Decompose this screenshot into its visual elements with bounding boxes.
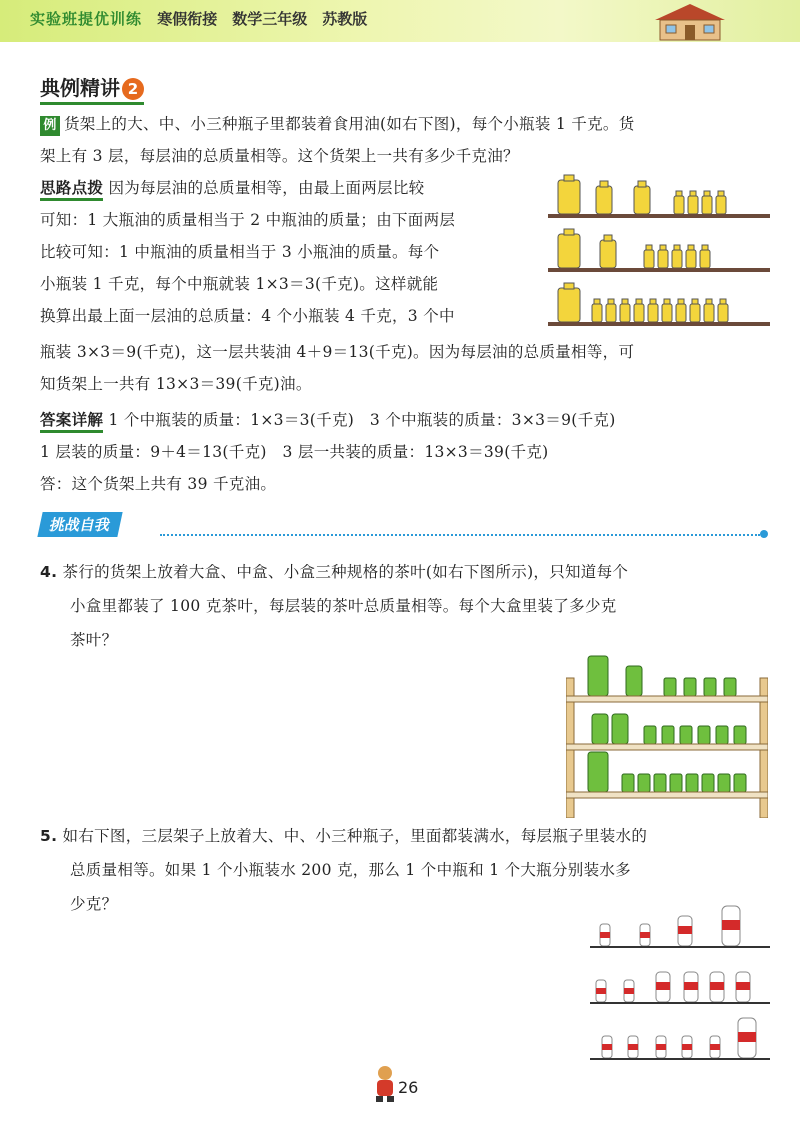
q5-line-1	[40, 820, 647, 852]
page-number: 26	[398, 1078, 419, 1097]
hint-line-6: 瓶装 3×3＝9(千克)，这一层共装油 4＋9＝13(千克)。因为每层油的总质量相等，可	[40, 343, 635, 361]
divider-dot	[760, 530, 768, 538]
mascot-icon	[370, 1064, 400, 1104]
example-text-1: 货架上的大、中、小三种瓶子里都装着食用油(如右下图)，每个小瓶装 1 千克。货	[64, 115, 635, 133]
q4-line-1	[40, 556, 628, 588]
answer-line-2: 1 层装的质量：9＋4＝13(千克) 3 层一共装的质量：13×3＝39(千克)	[40, 443, 549, 461]
section-title-text: 典例精讲	[40, 76, 120, 100]
hint-text-1: 因为每层油的总质量相等，由最上面两层比较	[108, 179, 425, 197]
example-line-1	[40, 108, 635, 140]
section-number-badge: 2	[122, 78, 144, 100]
q4-line-3: 茶叶？	[70, 631, 118, 649]
series-title: 实验班提优训练	[30, 10, 143, 28]
answer-line-3: 答：这个货架上共有 39 千克油。	[40, 475, 277, 493]
q4-text-1: 茶行的货架上放着大盒、中盒、小盒三种规格的茶叶(如右下图所示)，只知道每个	[62, 563, 629, 581]
q5-text-1: 如右下图，三层架子上放着大、中、小三种瓶子，里面都装满水，每层瓶子里装水的	[62, 827, 648, 845]
water-bottle-shelf-illustration	[590, 896, 770, 1064]
q5-line-3: 少克？	[70, 895, 118, 913]
q4-number: 4.	[40, 563, 58, 581]
challenge-banner: 挑战自我	[37, 512, 122, 537]
hint-tag: 思路点拨	[40, 178, 103, 201]
challenge-divider	[160, 534, 760, 536]
hint-line-1	[40, 172, 424, 204]
hint-line-3: 比较可知：1 中瓶油的质量相当于 3 小瓶油的质量。每个	[40, 243, 440, 261]
example-line-2: 架上有 3 层，每层油的总质量相等。这个货架上一共有多少千克油？	[40, 147, 519, 165]
hint-line-7: 知货架上一共有 13×3＝39(千克)油。	[40, 375, 312, 393]
answer-text-1: 1 个中瓶装的质量：1×3＝3(千克) 3 个中瓶装的质量：3×3＝9(千克)	[108, 411, 616, 429]
q5-line-2: 总质量相等。如果 1 个小瓶装水 200 克，那么 1 个中瓶和 1 个大瓶分别装水多	[70, 861, 631, 879]
answer-line-1	[40, 404, 616, 436]
hint-line-2: 可知：1 大瓶油的质量相当于 2 中瓶油的质量；由下面两层	[40, 211, 456, 229]
header-subtitle: 寒假衔接 数学三年级 苏教版	[157, 10, 368, 28]
hint-line-5: 换算出最上面一层油的总质量：4 个小瓶装 4 千克，3 个中	[40, 307, 455, 325]
house-icon	[650, 2, 730, 42]
example-tag: 例	[40, 116, 60, 136]
hint-line-4: 小瓶装 1 千克，每个中瓶就装 1×3＝3(千克)。这样就能	[40, 275, 439, 293]
oil-shelf-illustration	[548, 172, 770, 332]
header-text	[30, 8, 367, 29]
answer-tag: 答案详解	[40, 410, 103, 433]
q4-line-2: 小盒里都装了 100 克茶叶，每层装的茶叶总质量相等。每个大盒里装了多少克	[70, 597, 617, 615]
tea-shelf-illustration	[566, 652, 768, 818]
section-title	[40, 72, 144, 105]
q5-number: 5.	[40, 827, 58, 845]
